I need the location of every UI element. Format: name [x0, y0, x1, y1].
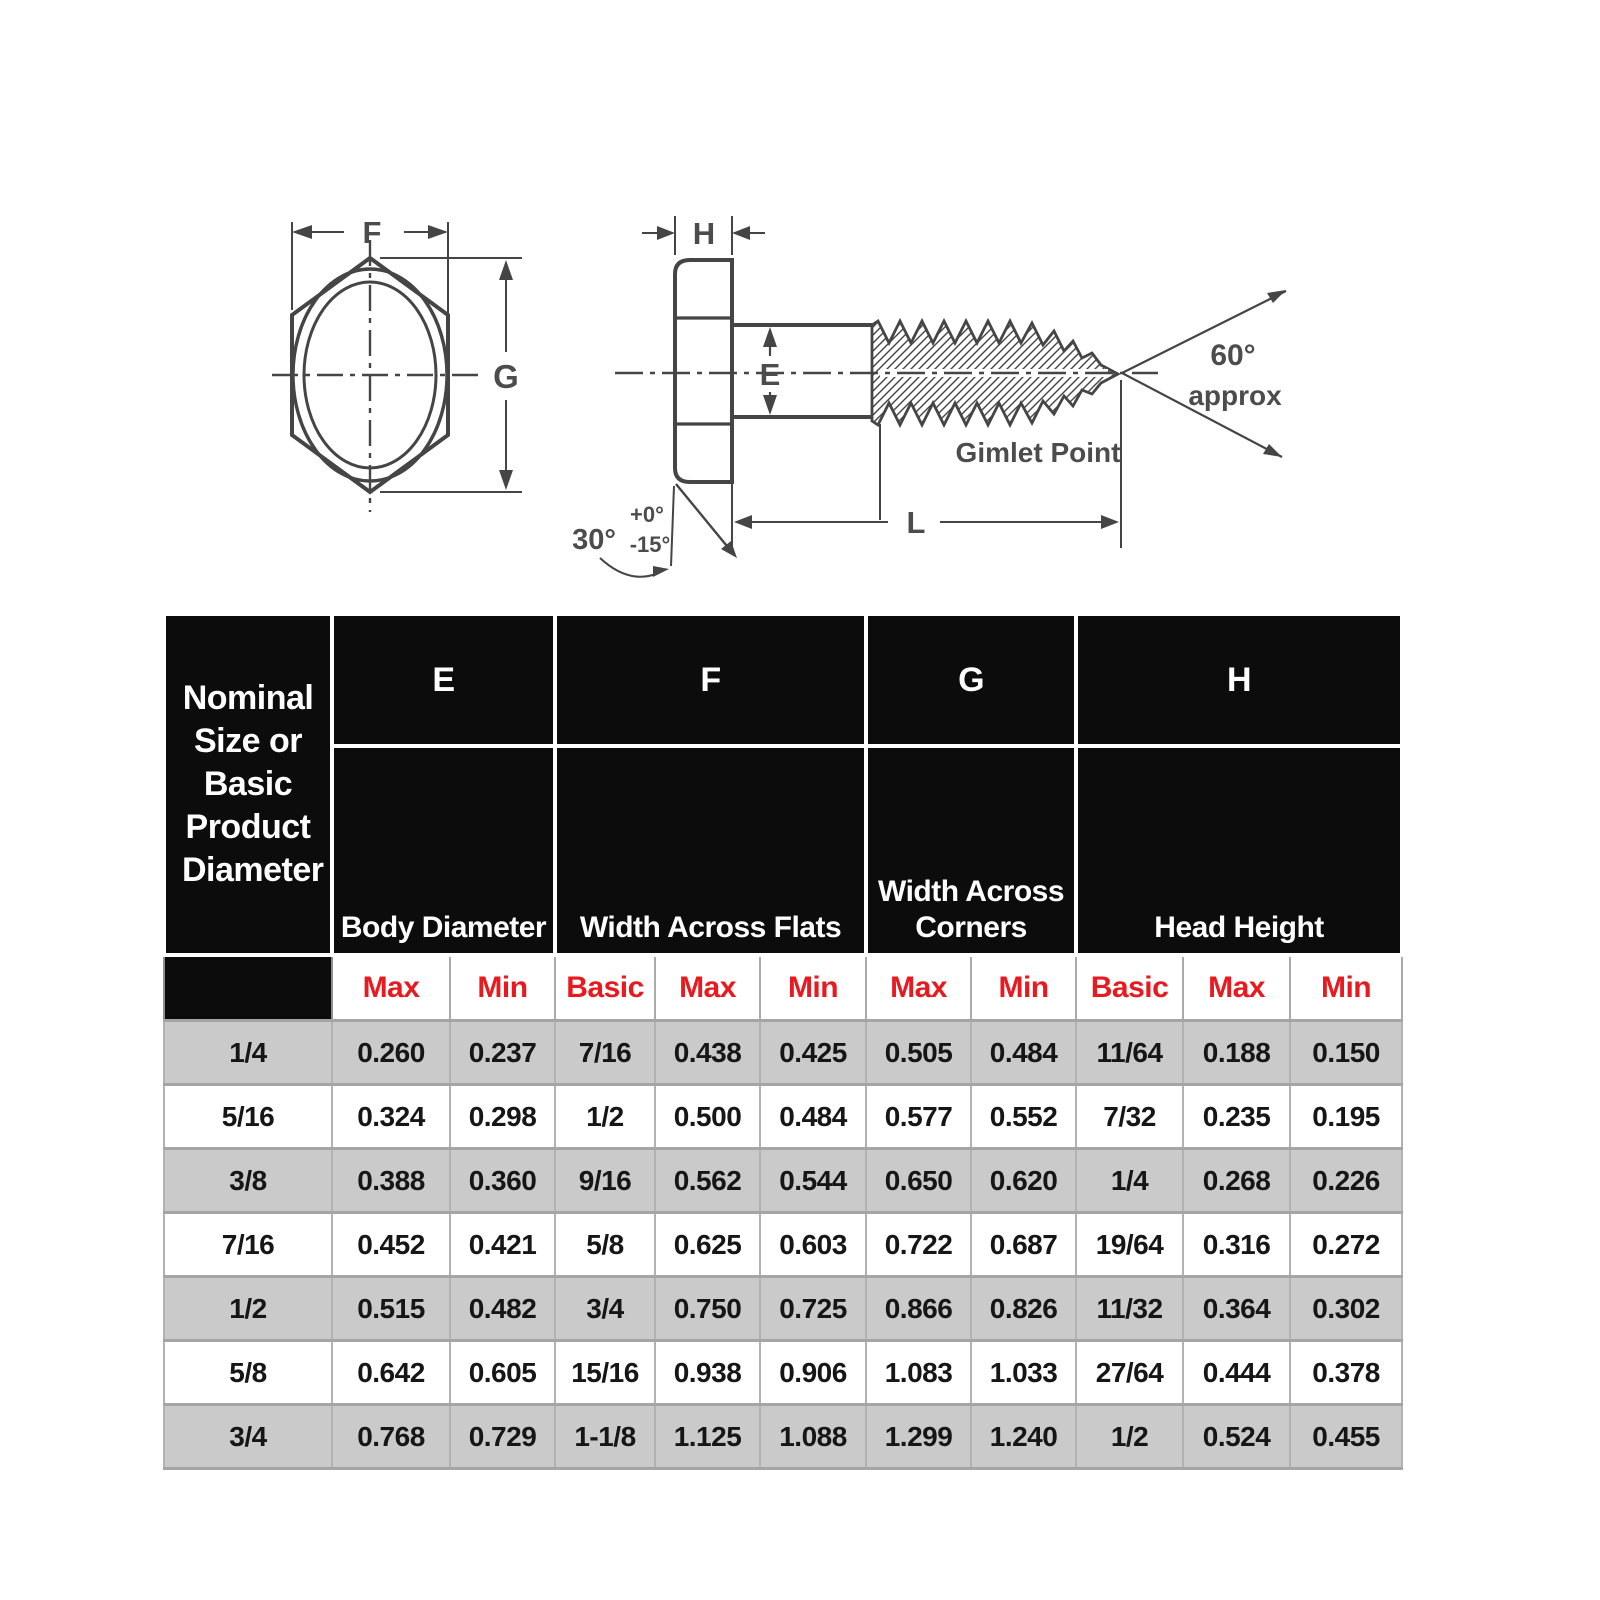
size-cell: 7/16 [164, 1213, 332, 1277]
value-cell: 0.302 [1290, 1277, 1402, 1341]
header-letter-row [164, 614, 1402, 746]
value-cell: 0.866 [866, 1277, 971, 1341]
table-row [164, 1213, 1402, 1277]
value-cell: 1.088 [760, 1405, 866, 1469]
value-cell: 0.444 [1183, 1341, 1290, 1405]
value-cell: 0.360 [450, 1149, 555, 1213]
value-cell: 9/16 [555, 1149, 655, 1213]
value-cell: 11/32 [1076, 1277, 1183, 1341]
value-cell: 0.505 [866, 1021, 971, 1085]
value-cell: 0.625 [655, 1213, 760, 1277]
size-cell: 1/4 [164, 1021, 332, 1085]
size-cell: 5/8 [164, 1341, 332, 1405]
size-cell: 3/8 [164, 1149, 332, 1213]
value-cell: 0.524 [1183, 1405, 1290, 1469]
dim-label-h: H [692, 216, 716, 251]
value-cell: 0.605 [450, 1341, 555, 1405]
limit-header-cell: Basic [1076, 955, 1183, 1021]
limit-header-cell: Basic [555, 955, 655, 1021]
value-cell: 1.299 [866, 1405, 971, 1469]
label-tolerance-minus: -15° [629, 532, 671, 557]
limit-header-cell: Min [1290, 955, 1402, 1021]
value-cell: 0.650 [866, 1149, 971, 1213]
value-cell: 0.620 [971, 1149, 1076, 1213]
size-cell: 3/4 [164, 1405, 332, 1469]
value-cell: 0.438 [655, 1021, 760, 1085]
value-cell: 0.500 [655, 1085, 760, 1149]
limit-header-cell: Max [332, 955, 450, 1021]
table-row [164, 1149, 1402, 1213]
value-cell: 0.378 [1290, 1341, 1402, 1405]
value-cell: 0.906 [760, 1341, 866, 1405]
value-cell: 5/8 [555, 1213, 655, 1277]
limit-header-cell: Max [866, 955, 971, 1021]
value-cell: 0.729 [450, 1405, 555, 1469]
value-cell: 0.235 [1183, 1085, 1290, 1149]
value-cell: 1.125 [655, 1405, 760, 1469]
value-cell: 0.484 [760, 1085, 866, 1149]
limit-header-cell: Min [450, 955, 555, 1021]
chamfer-angle-leader [600, 484, 737, 577]
value-cell: 11/64 [1076, 1021, 1183, 1085]
label-angle-30: 30° [572, 524, 616, 556]
limit-header-cell: Min [760, 955, 866, 1021]
value-cell: 0.425 [760, 1021, 866, 1085]
technical-drawing [0, 0, 1600, 600]
value-cell: 0.722 [866, 1213, 971, 1277]
value-cell: 0.603 [760, 1213, 866, 1277]
value-cell: 0.515 [332, 1277, 450, 1341]
value-cell: 0.421 [450, 1213, 555, 1277]
label-angle-60: 60° [1210, 339, 1256, 372]
dim-label-g: G [493, 358, 519, 395]
value-cell: 0.642 [332, 1341, 450, 1405]
value-cell: 0.482 [450, 1277, 555, 1341]
value-cell: 0.195 [1290, 1085, 1402, 1149]
label-approx: approx [1188, 380, 1282, 411]
value-cell: 0.316 [1183, 1213, 1290, 1277]
group-letter-e: E [332, 614, 555, 746]
size-cell: 1/2 [164, 1277, 332, 1341]
group-subtitle-f: Width Across Flats [555, 746, 866, 955]
value-cell: 0.826 [971, 1277, 1076, 1341]
value-cell: 1-1/8 [555, 1405, 655, 1469]
value-cell: 0.562 [655, 1149, 760, 1213]
spec-table [162, 612, 1404, 1470]
value-cell: 27/64 [1076, 1341, 1183, 1405]
value-cell: 0.750 [655, 1277, 760, 1341]
value-cell: 0.150 [1290, 1021, 1402, 1085]
value-cell: 0.226 [1290, 1149, 1402, 1213]
head-outline [675, 260, 732, 482]
label-gimlet-point: Gimlet Point [955, 437, 1121, 468]
value-cell: 0.272 [1290, 1213, 1402, 1277]
value-cell: 0.577 [866, 1085, 971, 1149]
value-cell: 0.298 [450, 1085, 555, 1149]
value-cell: 0.687 [971, 1213, 1076, 1277]
value-cell: 0.324 [332, 1085, 450, 1149]
value-cell: 0.725 [760, 1277, 866, 1341]
table-row [164, 1021, 1402, 1085]
group-subtitle-e: Body Diameter [332, 746, 555, 955]
value-cell: 1/4 [1076, 1149, 1183, 1213]
corner-spacer-cell [164, 955, 332, 1021]
value-cell: 1.240 [971, 1405, 1076, 1469]
dim-label-l: L [906, 505, 926, 540]
dim-label-e: E [759, 357, 781, 392]
label-tolerance-plus: +0° [630, 502, 664, 527]
hex-head-front-view [272, 222, 522, 512]
bolt-side-view [600, 216, 1286, 577]
limit-header-cell: Max [655, 955, 760, 1021]
value-cell: 0.388 [332, 1149, 450, 1213]
value-cell: 7/16 [555, 1021, 655, 1085]
value-cell: 1.083 [866, 1341, 971, 1405]
size-cell: 5/16 [164, 1085, 332, 1149]
table-row [164, 1341, 1402, 1405]
value-cell: 15/16 [555, 1341, 655, 1405]
value-cell: 0.188 [1183, 1021, 1290, 1085]
group-letter-h: H [1076, 614, 1402, 746]
table-row [164, 1085, 1402, 1149]
value-cell: 0.268 [1183, 1149, 1290, 1213]
value-cell: 0.544 [760, 1149, 866, 1213]
value-cell: 0.768 [332, 1405, 450, 1469]
value-cell: 3/4 [555, 1277, 655, 1341]
limit-header-cell: Max [1183, 955, 1290, 1021]
value-cell: 0.364 [1183, 1277, 1290, 1341]
value-cell: 0.452 [332, 1213, 450, 1277]
value-cell: 7/32 [1076, 1085, 1183, 1149]
value-cell: 1.033 [971, 1341, 1076, 1405]
group-letter-f: F [555, 614, 866, 746]
dim-label-f: F [362, 215, 382, 250]
value-cell: 0.938 [655, 1341, 760, 1405]
value-cell: 1/2 [1076, 1405, 1183, 1469]
value-cell: 0.455 [1290, 1405, 1402, 1469]
group-subtitle-h: Head Height [1076, 746, 1402, 955]
corner-header-cell: Nominal Size or Basic Product Diameter [164, 614, 332, 955]
table-row [164, 1277, 1402, 1341]
group-subtitle-g: Width Across Corners [866, 746, 1076, 955]
value-cell: 0.260 [332, 1021, 450, 1085]
table-row [164, 1405, 1402, 1469]
limit-header-cell: Min [971, 955, 1076, 1021]
value-cell: 0.484 [971, 1021, 1076, 1085]
value-cell: 0.237 [450, 1021, 555, 1085]
value-cell: 19/64 [1076, 1213, 1183, 1277]
value-cell: 1/2 [555, 1085, 655, 1149]
group-letter-g: G [866, 614, 1076, 746]
value-cell: 0.552 [971, 1085, 1076, 1149]
limit-header-row [164, 955, 1402, 1021]
header-subtitle-row [164, 746, 1402, 955]
